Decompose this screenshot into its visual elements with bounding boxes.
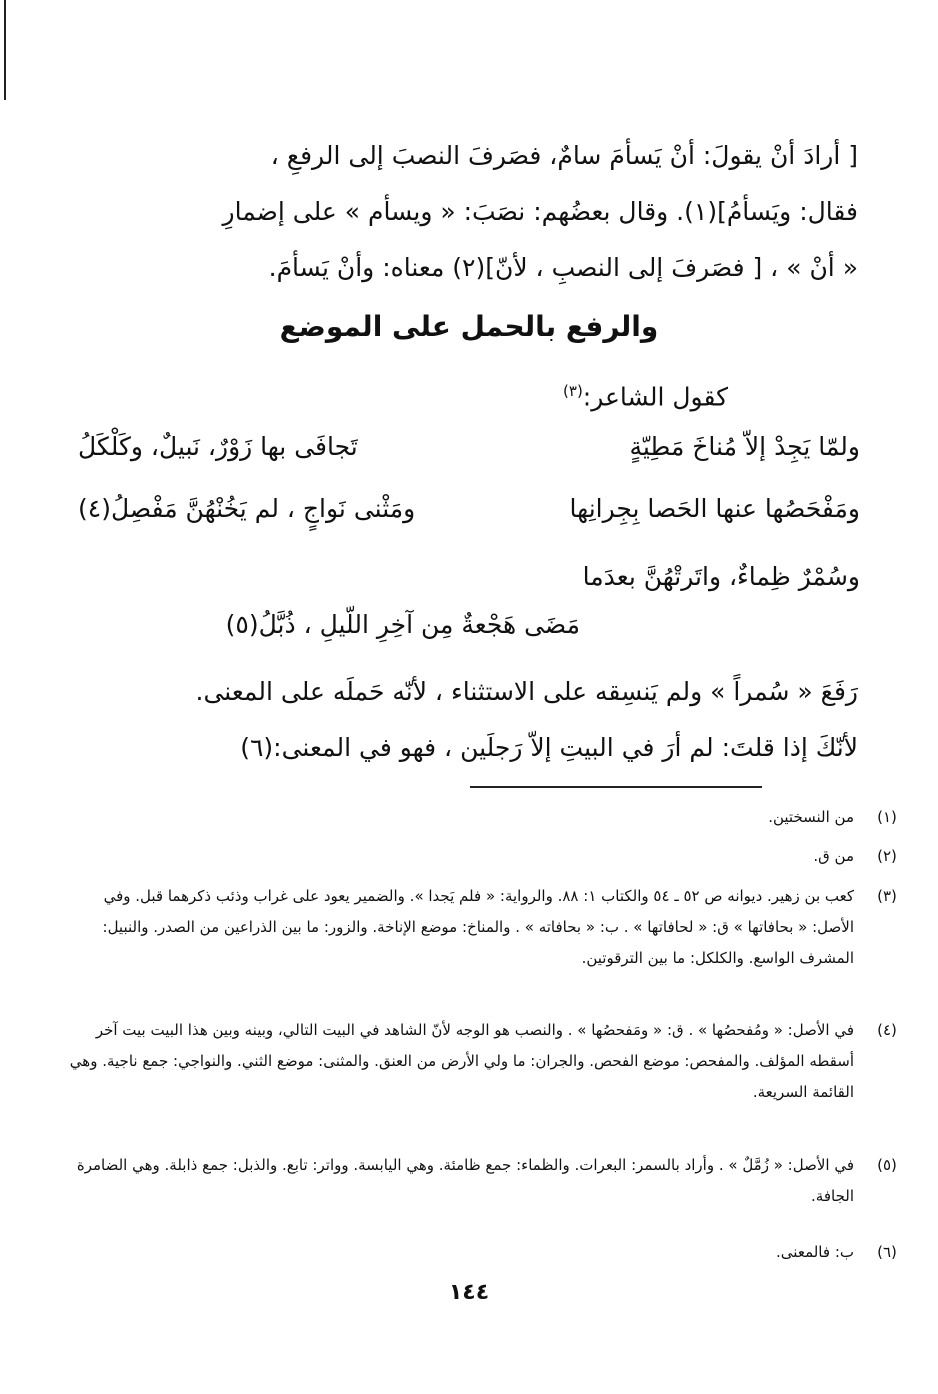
footnote-text: من ق. bbox=[813, 847, 854, 865]
footnote bbox=[60, 841, 897, 872]
paragraph-line: « أنْ » ، [ فصَرفَ إلى النصبِ ، لأنّ](٢) معناه: وأنْ يَسأمَ. bbox=[268, 253, 858, 282]
verse-line-first-half bbox=[78, 562, 860, 612]
footnote-text: في الأصل: « ومُفحصُها » . ق: « ومَفحصُها » . والنصب هو الوجه لأنّ الشاهد في البيت التالي، وبينه وبين هذا البيت بيت آخر أسقطه المؤلف. والمفحص: موضع الفحص. والجران: ما ولي الأرض من العنق. والمثنى: موضع الثني. والنواجي: جمع ناجية. وهي القائمة السريعة. bbox=[69, 1021, 854, 1101]
footnote-number: (٥) bbox=[877, 1156, 897, 1174]
footnote-number: (٤) bbox=[877, 1021, 897, 1039]
footnote-separator bbox=[470, 786, 762, 788]
footnote-ref: (٣) bbox=[563, 382, 583, 400]
footnote-number: (١) bbox=[877, 808, 897, 826]
verse-hemistich-first: وسُمْرٌ ظِماءٌ، واتَرتْهُنَّ بعدَما bbox=[582, 562, 860, 591]
footnote bbox=[60, 1015, 897, 1108]
verse-line bbox=[78, 432, 860, 482]
verse-hemistich-second: ومَثْنى نَواجٍ ، لم يَخُنْهُنَّ مَفْصِلُ(٤) bbox=[78, 494, 416, 523]
footnote-number: (٣) bbox=[877, 887, 897, 905]
poet-intro bbox=[563, 382, 728, 411]
verse-hemistich-second: تَجافَى بها زَوْرٌ، نَبيلٌ، وكَلْكَلُ bbox=[78, 432, 358, 461]
verse-line-second-half bbox=[78, 610, 860, 660]
verse-hemistich-second: مَضَى هَجْعةٌ مِن آخِرِ اللّيلِ ، ذُبَّلُ(٥) bbox=[225, 610, 580, 639]
page-edge-line bbox=[4, 0, 6, 100]
footnote bbox=[60, 1150, 897, 1212]
footnote-text: ب: فالمعنى. bbox=[776, 1243, 854, 1261]
verse-hemistich-first: ومَفْحَصُها عنها الحَصا بِجِرانِها bbox=[569, 494, 860, 523]
footnote-text: كعب بن زهير. ديوانه ص ٥٢ ـ ٥٤ والكتاب ١: ٨٨. والرواية: « فلم يَجدا ». والضمير يعود على غراب وذئب ذكرهما قبل. وفي الأصل: « بحافاتها » ق: « لحافاتها » . ب: « بحافاته » . والمناخ: موضع الإناخة. والزور: ما بين الذراعين من الصدر. والنبيل: المشرف الواسع. والكلكل: ما بين الترقوتين. bbox=[102, 887, 854, 967]
intro-text: كقول الشاعر: bbox=[582, 382, 728, 412]
paragraph-line: [ أرادَ أنْ يقولَ: أنْ يَسأمَ سامٌ، فصَرفَ النصبَ إلى الرفعِ ، bbox=[270, 141, 858, 170]
footnote bbox=[60, 1237, 897, 1268]
footnote-number: (٦) bbox=[877, 1243, 897, 1261]
footnote bbox=[60, 881, 897, 974]
paragraph-line: فقال: ويَسأمُ](١). وقال بعضُهم: نصَبَ: « ويسأم » على إضمارِ bbox=[222, 197, 858, 226]
footnote-text: من النسختين. bbox=[768, 808, 854, 826]
section-heading: والرفع بالحمل على الموضع bbox=[279, 310, 659, 343]
footnote-number: (٢) bbox=[877, 847, 897, 865]
closing-paragraph bbox=[70, 664, 858, 776]
paragraph-line: رَفَعَ « سُمراً » ولم يَنسِقه على الاستثناء ، لأنّه حَملَه على المعنى. bbox=[195, 677, 858, 706]
opening-paragraph bbox=[70, 128, 858, 296]
verse-line bbox=[78, 494, 860, 544]
footnote bbox=[60, 802, 897, 833]
verse-hemistich-first: ولمّا يَجِدْ إلاّ مُناخَ مَطِيّةٍ bbox=[629, 432, 860, 461]
paragraph-line: لأنّكَ إذا قلتَ: لم أرَ في البيتِ إلاّ رَجلَين ، فهو في المعنى:(٦) bbox=[240, 733, 858, 762]
page-number: ١٤٤ bbox=[448, 1280, 490, 1305]
footnote-text: في الأصل: « زُمَّلٌ » . وأراد بالسمر: البعرات. والظماء: جمع ظامئة. وهي اليابسة. وواتر: تابع. والذبل: جمع ذابلة. وهي الضامرة الجافة. bbox=[76, 1156, 854, 1205]
